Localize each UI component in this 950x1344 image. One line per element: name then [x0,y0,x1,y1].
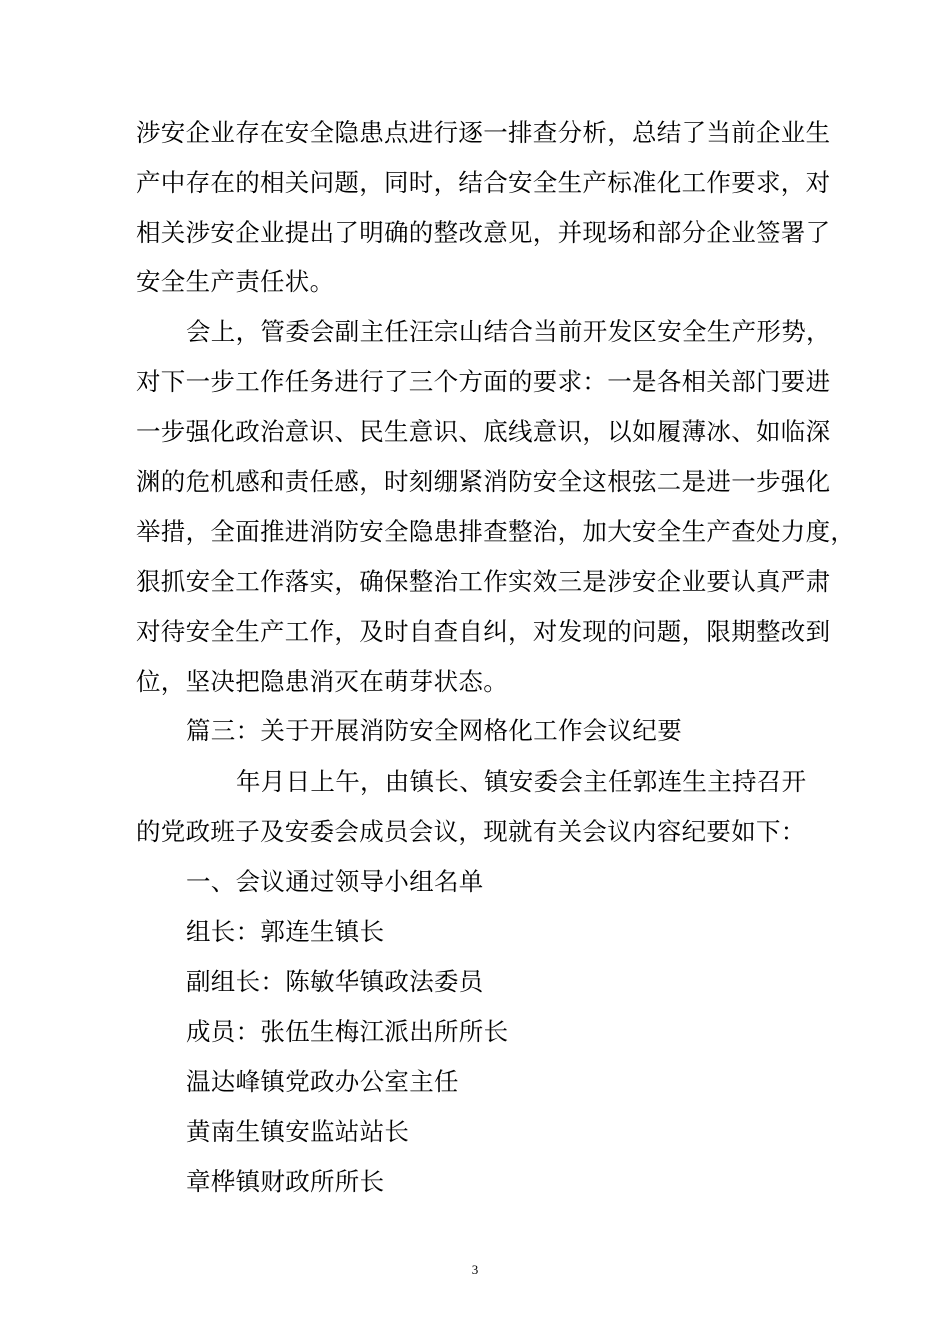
paragraph-line: 相关涉安企业提出了明确的整改意见，并现场和部分企业签署了 [136,218,831,247]
paragraph-line: 对待安全生产工作，及时自查自纠，对发现的问题，限期整改到 [136,617,831,646]
list-item: 副组长：陈敏华镇政法委员 [186,967,484,996]
paragraph-line: 年月日上午，由镇长、镇安委会主任郭连生主持召开 [236,767,807,796]
paragraph-line: 一步强化政治意识、民生意识、底线意识，以如履薄冰、如临深 [136,417,831,446]
page-number: 3 [471,1262,479,1277]
paragraph-line: 位，坚决把隐患消灭在萌芽状态。 [136,667,508,696]
paragraph-line: 狠抓安全工作落实，确保整治工作实效三是涉安企业要认真严肃 [136,567,831,596]
paragraph-line: 的党政班子及安委会成员会议，现就有关会议内容纪要如下： [136,817,806,846]
section-heading: 篇三：关于开展消防安全网格化工作会议纪要 [186,716,682,745]
paragraph-line: 对下一步工作任务进行了三个方面的要求：一是各相关部门要进 [136,367,831,396]
paragraph-line: 举措，全面推进消防安全隐患排查整治，加大安全生产查处力度， [136,517,856,546]
paragraph-line: 安全生产责任状。 [136,267,335,296]
list-item: 组长：郭连生镇长 [186,917,385,946]
paragraph-line: 产中存在的相关问题，同时，结合安全生产标准化工作要求，对 [136,168,831,197]
paragraph-line: 涉安企业存在安全隐患点进行逐一排查分析，总结了当前企业生 [136,118,831,147]
list-item: 章桦镇财政所所长 [186,1167,385,1196]
list-heading: 一、会议通过领导小组名单 [186,867,484,896]
list-item: 温达峰镇党政办公室主任 [186,1067,459,1096]
list-item: 黄南生镇安监站站长 [186,1117,410,1146]
list-item: 成员：张伍生梅江派出所所长 [186,1017,509,1046]
paragraph-line: 渊的危机感和责任感，时刻绷紧消防安全这根弦二是进一步强化 [136,467,831,496]
paragraph-line: 会上，管委会副主任汪宗山结合当前开发区安全生产形势， [186,317,831,346]
